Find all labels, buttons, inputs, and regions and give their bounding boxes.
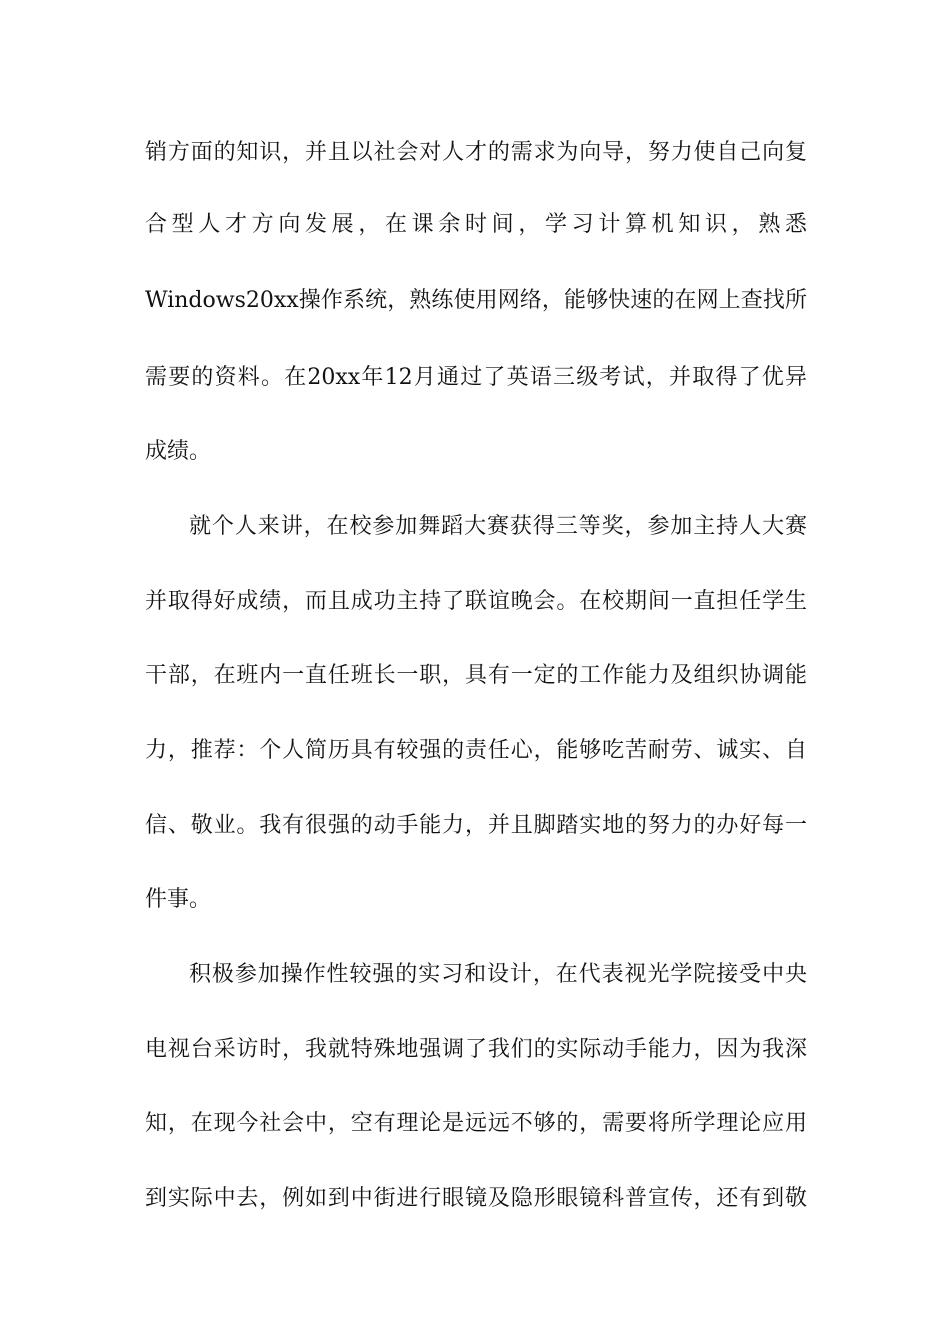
text-line: 销方面的知识，并且以社会对人才的需求为向导，努力使自己向复 (145, 140, 807, 165)
text-line: Windows20xx操作系统，熟练使用网络，能够快速的在网上查找所 (145, 288, 807, 313)
text-line: 知，在现今社会中，空有理论是远远不够的，需要将所学理论应用 (145, 1111, 807, 1136)
text-line: 并取得好成绩，而且成功主持了联谊晚会。在校期间一直担任学生 (145, 589, 807, 614)
text-line: 信、敬业。我有很强的动手能力，并且脚踏实地的努力的办好每一 (145, 813, 807, 838)
text-line: 力，推荐：个人简历具有较强的责任心，能够吃苦耐劳、诚实、自 (145, 738, 807, 763)
text-line: 件事。 (145, 887, 212, 912)
text-line: 电视台采访时，我就特殊地强调了我们的实际动手能力，因为我深 (145, 1037, 807, 1062)
text-line: 干部，在班内一直任班长一职，具有一定的工作能力及组织协调能 (145, 663, 807, 688)
text-line: 需要的资料。在20xx年12月通过了英语三级考试，并取得了优异 (145, 365, 807, 390)
text-line: 合型人才方向发展，在课余时间，学习计算机知识，熟悉 (145, 212, 807, 237)
paragraph-first-line: 积极参加操作性较强的实习和设计，在代表视光学院接受中央 (189, 962, 807, 987)
paragraph-first-line: 就个人来讲，在校参加舞蹈大赛获得三等奖，参加主持人大赛 (189, 514, 807, 539)
text-line: 到实际中去，例如到中街进行眼镜及隐形眼镜科普宣传，还有到敬 (145, 1186, 807, 1211)
text-line: 成绩。 (145, 439, 212, 464)
